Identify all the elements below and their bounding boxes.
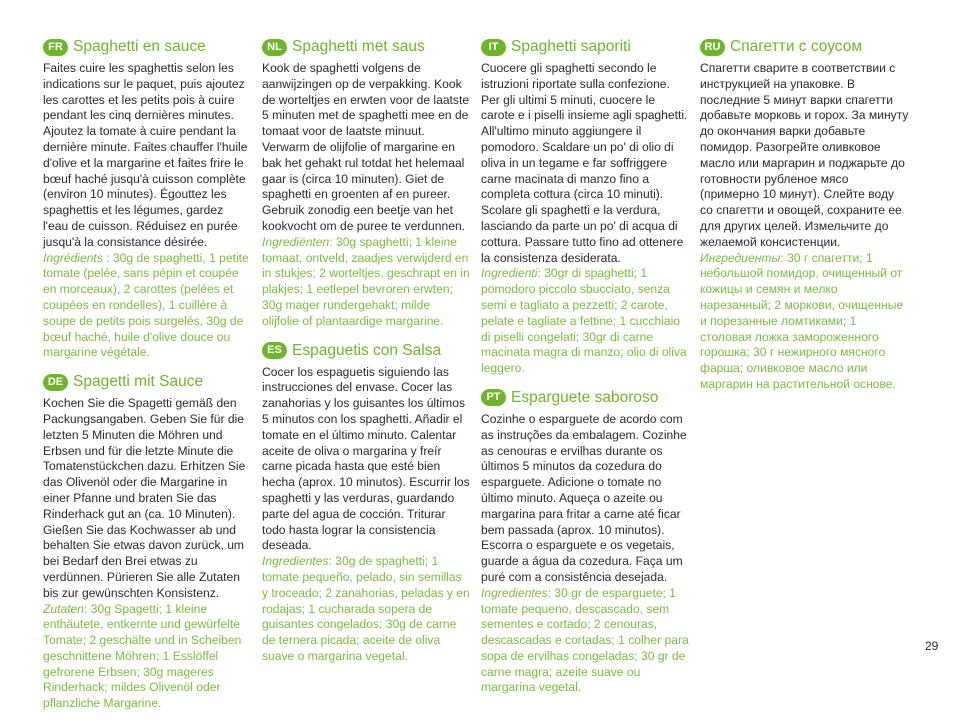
ingredients-text: : 30 г спагетти; 1 небольшой помидор, очищенный от кожицы и семян и мелко нарезанный; 2 моркови, очищенные и порезанные ломтиками; 1 столовая ложка замороженного горошка; 30 г нежирного мясного фарша; оливковое масло или маргарин на растительной основе. <box>700 250 904 391</box>
language-badge-es: ES <box>262 342 287 359</box>
language-badge-de: DE <box>43 374 68 391</box>
recipe-instructions-de: Kochen Sie die Spagetti gemäß den Packungsangaben. Geben Sie für die letzten 5 Minuten die Möhren und Erbsen und für die letzte Minute die Tomatenstückchen dazu. Erhitzen Sie das Olivenöl oder die Margarine in einer Pfanne und braten Sie das Rinderhack gut an (ca. 10 Minuten). Gießen Sie das Kochwasser ab und behalten Sie etwas davon zurück, um bei Bedarf den Brei etwas zu verdünnen. Pürieren Sie alle Zutaten bis zur gewünschten Konsistenz. <box>43 396 246 600</box>
page-number: 29 <box>925 639 939 653</box>
recipe-heading <box>700 36 910 58</box>
recipe-ingredients-de <box>43 602 251 713</box>
recipe-heading <box>43 371 251 393</box>
recipe-title-pt: Esparguete saboroso <box>511 388 659 406</box>
recipe-title-nl: Spaghetti met saus <box>292 38 425 55</box>
language-badge-ru: RU <box>700 39 725 56</box>
recipe-es <box>262 340 470 665</box>
recipe-instructions-es: Cocer los espaguetis siguiendo las instrucciones del envase. Cocer las zanahorias y los guisantes los últimos 5 minutos con los spaghetti. Añadir el tomate en el último minuto. Calentar aceite de oliva o margarina y freír carne picada hasta que esté bien hecha (aprox. 10 minutos). Escurrir los spaghetti y las verduras, guardando parte del agua de cocción. Triturar todo hasta lograr la consistencia deseada. <box>262 364 470 553</box>
recipe-title-es: Espaguetis con Salsa <box>292 341 442 359</box>
language-badge-pt: PT <box>481 389 506 406</box>
ingredients-text: : 30g spaghetti; 1 kleine tomaat, ontveld, zaadjes verwijderd en in stukjes; 2 worteltjes, geschrapt en in plakjes; 1 eetlepel bevroren erwten; 30g mager rundergehakt; milde olijfolie of plantaardige margarine. <box>262 234 470 328</box>
recipe-ingredients-fr <box>43 251 251 362</box>
ingredients-text: : 30g Spagetti; 1 kleine enthäutete, entkernte und gewürfelte Tomate; 2 geschälte und in Scheiben geschnittene Möhren; 1 Esslöffel gefrorene Erbsen; 30g mageres Rinderhack; mildes Olivenöl oder pflanzliche Margarine. <box>43 601 242 711</box>
recipe-fr <box>43 36 251 361</box>
recipe-heading <box>262 36 470 58</box>
recipe-heading <box>481 36 689 58</box>
ingredients-text: : 30gr di spaghetti; 1 pomodoro piccolo sbucciato, senza semi e tagliato a pezzetti; 2 carote, pelate e tagliate a fettine; 1 cucchiaio di piselli congelati; 30gr di carne macinata magra di manzo; olio di oliva leggero. <box>481 266 687 376</box>
recipe-pt <box>481 387 689 696</box>
recipe-it <box>481 36 689 377</box>
recipe-de <box>43 371 251 712</box>
ingredients-label: Ingredienti <box>481 266 538 281</box>
recipe-heading <box>262 340 470 362</box>
ingredients-label: Zutaten <box>43 601 85 616</box>
language-badge-nl: NL <box>262 39 287 56</box>
recipe-ingredients-ru <box>700 251 910 393</box>
recipe-instructions-nl: Kook de spaghetti volgens de aanwijzingen op de verpakking. Kook de worteltjes en erwten voor de laatste 5 minuten met de spaghetti mee en de tomaat voor de laatste minuut. Verwarm de olijfolie of margarine en bak het gehakt rul totdat het helemaal gaar is (circa 10 minuten). Giet de spaghetti en groenten af en pureer. Gebruik zonodig een beetje van het kookvocht om de puree te verdunnen. <box>262 61 470 233</box>
language-badge-it: IT <box>481 39 506 56</box>
ingredients-label: Ингредиенты <box>700 250 781 265</box>
recipe-instructions-it: Cuocere gli spaghetti secondo le istruzioni riportate sulla confezione. Per gli ultimi 5 minuti, cuocere le carote e i piselli insieme agli spaghetti. All'ultimo minuto aggiungere il pomodoro. Scaldare un po' di olio di oliva in un tegame e far soffriggere carne macinata di manzo fino a completa cottura (circa 10 minuti). Scolare gli spaghetti e la verdura, lasciando da parte un po' di acqua di cottura. Passare tutto fino ad ottenere la consistenza desiderata. <box>481 61 688 265</box>
ingredients-text: : 30g de spaghetti, 1 petite tomate (pelée, sans pépin et coupée en morceaux), 2 carottes (pelées et coupées en rondelles), 1 cuillère à soupe de petits pois surgelés, 30g de bœuf haché, huile d'olive douce ou margarine végétale. <box>43 250 249 360</box>
recipe-ru <box>700 36 910 393</box>
column-3 <box>481 36 689 706</box>
column-2 <box>262 36 470 675</box>
ingredients-label: Ingredientes <box>481 585 548 600</box>
recipe-title-fr: Spaghetti en sauce <box>73 38 206 55</box>
recipe-ingredients-nl <box>262 235 470 330</box>
ingredients-text: : 30g de spaghetti; 1 tomate pequeño, pelado, sin semillas y troceado; 2 zanahorias, peladas y en rodajas; 1 cucharada sopera de guisantes congelados; 30g de carne de ternera picada; aceite de oliva suave o margarina vegetal. <box>262 554 470 663</box>
column-4 <box>700 36 910 403</box>
recipe-nl <box>262 36 470 330</box>
recipe-ingredients-it <box>481 266 689 377</box>
recipe-heading <box>481 387 689 409</box>
recipe-instructions-pt: Cozinhe o esparguete de acordo com as instruções da embalagem. Cozinhe as cenouras e ervilhas durante os últimos 5 minutos da cozedura do esparguete. Adicione o tomate no último minuto. Aqueça o azeite ou margarina para fritar a carne até ficar bem passada (aprox. 10 minutos). Escorra o esparguete e os vegetais, guarde a água da cozedura. Faça um puré com a consistência desejada. <box>481 411 687 584</box>
recipe-heading <box>43 36 251 58</box>
ingredients-label: Ingrédients <box>43 250 103 265</box>
recipe-ingredients-pt <box>481 586 689 697</box>
recipe-title-ru: Спагетти с соусом <box>730 38 862 55</box>
recipe-title-de: Spagetti mit Sauce <box>73 373 204 391</box>
column-1 <box>43 36 251 722</box>
language-badge-fr: FR <box>43 39 68 56</box>
recipe-ingredients-es <box>262 554 470 665</box>
recipe-instructions-ru: Спагетти сварите в соответствии с инструкцией на упаковке. В последние 5 минут варки спагетти добавьте морковь и горох. За минуту до окончания варки добавьте помидор. Разогрейте оливковое масло или маргарин и поджарьте до готовности рубленое мясо (примерно 10 минут). Слейте воду со спагетти и овощей, сохраните ее для других целей. Измельчите до желаемой консистенции. <box>700 61 909 249</box>
ingredients-text: : 30 gr de esparguete; 1 tomate pequeno, descascado, sem sementes e cortado; 2 cenouras, descascadas e cortadas; 1 colher para sopa de ervilhas congeladas; 30 gr de carne magra; azeite suave ou margarina vegetal. <box>481 585 689 695</box>
recipe-instructions-fr: Faites cuire les spaghettis selon les indications sur le paquet, puis ajoutez les carottes et les petits pois à cuire pendant les cinq dernières minutes. Ajoutez la tomate à cuire pendant la dernière minute. Faites chauffer l'huile d'olive et la margarine et faites frire le bœuf haché jusqu'à cuisson complète (environ 10 minutes). Égouttez les spaghettis et les légumes, gardez l'eau de cuisson. Réduisez en purée jusqu'à la consistance désirée. <box>43 61 248 249</box>
recipe-title-it: Spaghetti saporiti <box>511 38 631 55</box>
ingredients-label: Ingredientes <box>262 554 329 569</box>
ingredients-label: Ingrediënten <box>262 234 330 249</box>
